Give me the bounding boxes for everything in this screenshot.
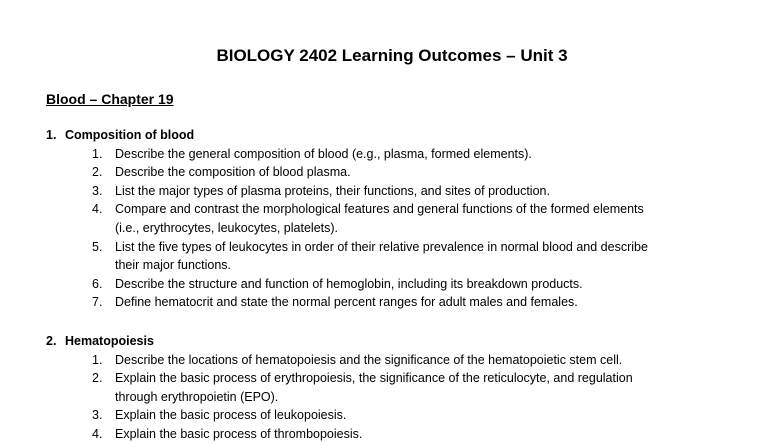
chapter-heading: Blood – Chapter 19 <box>46 91 174 107</box>
item-text: List the five types of leukocytes in order of their relative prevalence in normal blood and describe <box>115 239 648 254</box>
item-text: Describe the general composition of blood (e.g., plasma, formed elements). <box>115 146 532 161</box>
item-number: 4. <box>92 202 103 217</box>
list-item <box>46 145 766 164</box>
outcome-list <box>46 351 766 444</box>
section-heading <box>46 126 766 145</box>
list-item <box>46 293 766 312</box>
section-number: 1. <box>46 128 57 142</box>
item-number: 4. <box>92 426 103 441</box>
item-text-continued: their major functions. <box>115 258 232 273</box>
item-text: Define hematocrit and state the normal percent ranges for adult males and females. <box>115 295 578 310</box>
item-number: 1. <box>92 352 103 367</box>
item-text-continued: (i.e., erythrocytes, leukocytes, platelets). <box>115 220 339 235</box>
section-number: 2. <box>46 334 57 348</box>
item-number: 1. <box>92 146 103 161</box>
item-text: Compare and contrast the morphological features and general functions of the formed elements <box>115 202 644 217</box>
list-item <box>46 369 766 406</box>
section-title: Hematopoiesis <box>65 334 154 348</box>
section-composition-of-blood <box>46 126 766 312</box>
outcome-list <box>46 145 766 312</box>
section-heading <box>46 332 766 351</box>
list-item <box>46 275 766 294</box>
document-title: BIOLOGY 2402 Learning Outcomes – Unit 3 <box>216 46 568 65</box>
item-number: 5. <box>92 239 103 254</box>
item-number: 3. <box>92 408 103 423</box>
item-number: 3. <box>92 183 103 198</box>
item-number: 2. <box>92 165 103 180</box>
item-text: Explain the basic process of thrombopoiesis. <box>115 426 363 441</box>
item-number: 2. <box>92 371 103 386</box>
item-text: Describe the locations of hematopoiesis and the significance of the hematopoietic stem cell. <box>115 352 623 367</box>
item-number: 7. <box>92 295 103 310</box>
item-text-continued: through erythropoietin (EPO). <box>115 389 279 404</box>
item-text: List the major types of plasma proteins, their functions, and sites of production. <box>115 183 550 198</box>
section-title: Composition of blood <box>65 128 195 142</box>
list-item <box>46 182 766 201</box>
item-text: Explain the basic process of leukopoiesis. <box>115 408 347 423</box>
list-item <box>46 200 766 237</box>
list-item <box>46 351 766 370</box>
item-number: 6. <box>92 276 103 291</box>
list-item <box>46 163 766 182</box>
list-item <box>46 238 766 275</box>
item-text: Explain the basic process of erythropoiesis, the significance of the reticulocyte, and regulation <box>115 371 633 386</box>
section-hematopoiesis <box>46 332 766 444</box>
item-text: Describe the structure and function of hemoglobin, including its breakdown products. <box>115 276 583 291</box>
list-item <box>46 406 766 425</box>
item-text: Describe the composition of blood plasma. <box>115 165 351 180</box>
